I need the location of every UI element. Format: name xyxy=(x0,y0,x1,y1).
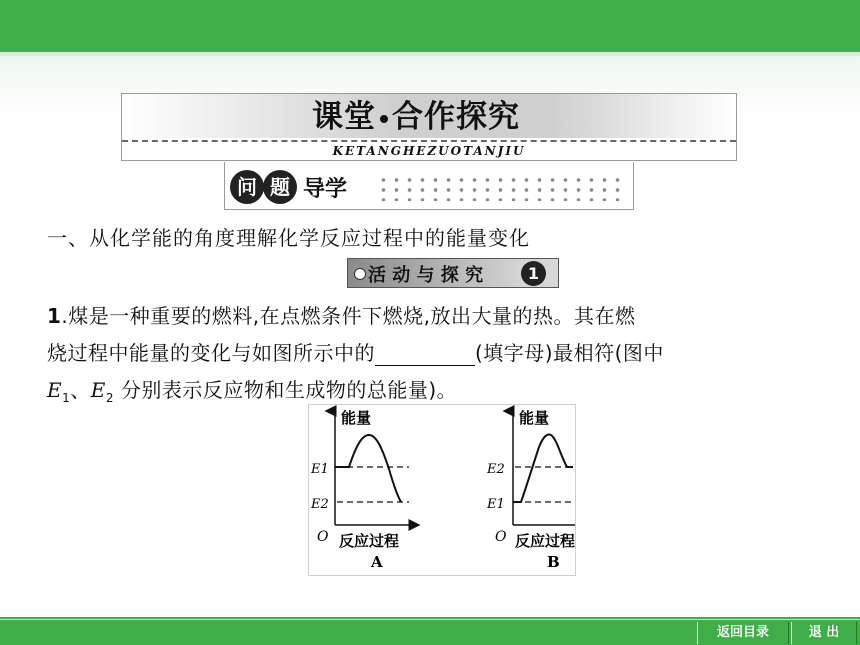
bullet-icon xyxy=(354,268,366,280)
e1-subscript: 1 xyxy=(62,391,71,405)
bottom-bar xyxy=(0,617,860,645)
graph-b-lower-level: E1 xyxy=(487,497,505,512)
graph-b-letter: B xyxy=(547,553,560,571)
e2-symbol: E xyxy=(90,378,106,402)
activity-label: 活 动 与 探 究 xyxy=(368,265,484,286)
graph-a-letter: A xyxy=(371,553,383,571)
graph-a-origin: O xyxy=(317,529,329,545)
energy-diagram-figure xyxy=(308,404,576,576)
graph-a-x-label: 反应过程 xyxy=(339,532,400,550)
section-banner xyxy=(121,93,737,161)
activity-badge xyxy=(347,258,559,288)
graph-a xyxy=(310,409,419,571)
e1-symbol: E xyxy=(47,378,63,402)
question-line-3 xyxy=(47,374,817,405)
back-to-contents-button[interactable]: 返回目录 xyxy=(697,622,789,644)
tab-label: 导学 xyxy=(303,177,348,202)
graph-a-y-label: 能量 xyxy=(341,409,372,427)
banner-divider xyxy=(122,140,736,142)
dot-pattern xyxy=(377,175,627,201)
tab-circle-1: 问 xyxy=(230,170,264,204)
answer-blank xyxy=(375,347,475,366)
e2-subscript: 2 xyxy=(105,391,114,405)
energy-diagrams-svg xyxy=(309,405,575,575)
tab-circle-2: 题 xyxy=(263,170,297,204)
top-bar xyxy=(0,0,860,52)
graph-b-x-label: 反应过程 xyxy=(515,532,575,550)
activity-number: 1 xyxy=(521,261,546,286)
graph-b-upper-level: E2 xyxy=(487,462,505,477)
graph-a-lower-level: E2 xyxy=(311,497,329,512)
exit-button[interactable]: 退 出 xyxy=(791,622,857,644)
question-text-1: .煤是一种重要的燃料,在点燃条件下燃烧,放出大量的热。其在燃 xyxy=(61,304,636,328)
banner-title xyxy=(312,97,520,137)
question-text-3: 分别表示反应物和生成物的总能量)。 xyxy=(114,378,458,402)
banner-title-part1: 课堂 xyxy=(312,99,376,135)
question-guide-tab xyxy=(224,162,634,210)
graph-b-curve xyxy=(513,435,573,503)
banner-title-part2: 合作探究 xyxy=(392,99,520,135)
question-number: 1 xyxy=(47,304,62,328)
question-text-2b: (填字母)最相符(图中 xyxy=(475,341,664,365)
graph-a-upper-level: E1 xyxy=(311,462,329,477)
graph-b xyxy=(486,409,575,571)
graph-b-y-label: 能量 xyxy=(519,409,550,427)
question-text-2a: 烧过程中能量的变化与如图所示中的 xyxy=(47,341,375,365)
banner-dot-icon xyxy=(380,115,388,123)
e-separator: 、 xyxy=(70,378,91,402)
graph-b-origin: O xyxy=(495,529,507,545)
question-line-2 xyxy=(47,337,817,366)
banner-pinyin: KETANGHEZUOTANJIU xyxy=(332,144,526,158)
question-line-1 xyxy=(47,300,817,329)
graph-a-curve xyxy=(335,435,401,502)
bottom-bar-highlight xyxy=(0,619,860,620)
section-heading: 一、从化学能的角度理解化学反应过程中的能量变化 xyxy=(47,226,530,250)
